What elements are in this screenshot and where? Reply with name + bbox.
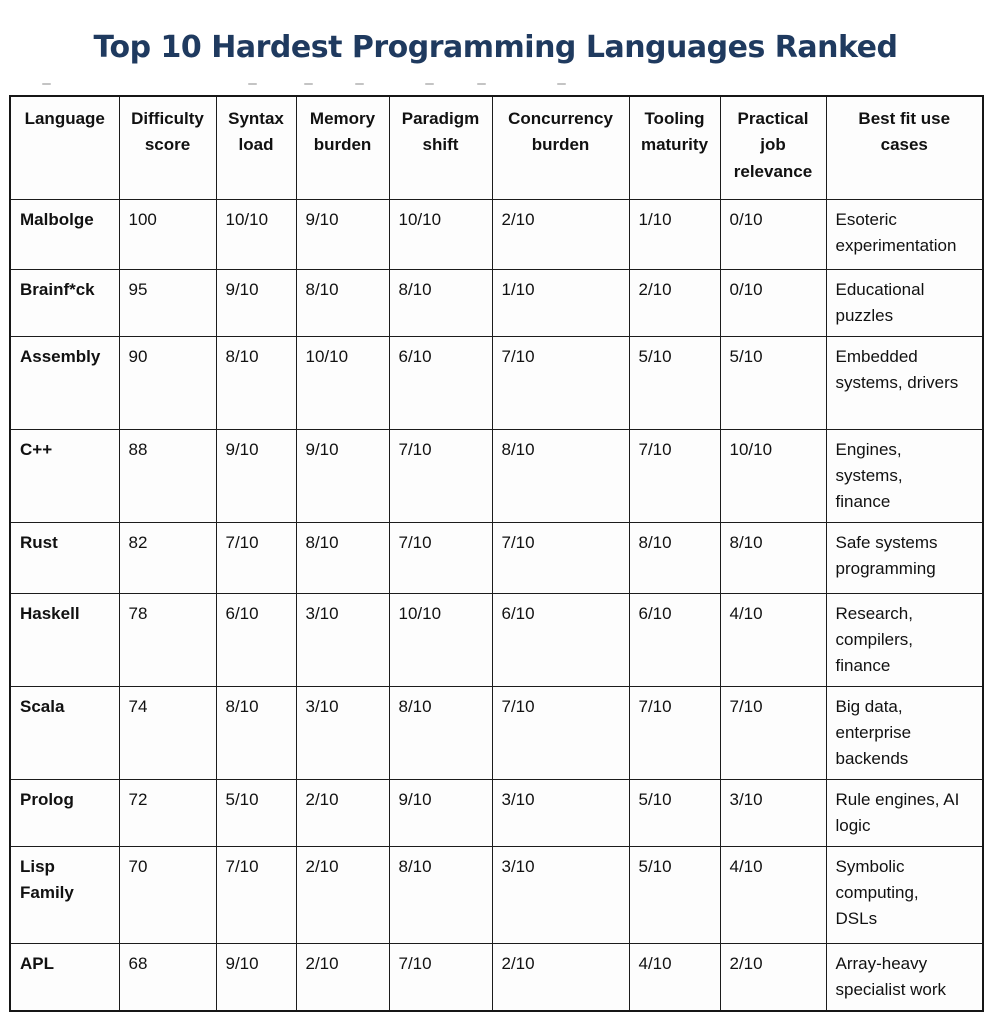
artifact-dash: [557, 83, 566, 85]
cell-paradigm: 9/10: [389, 779, 492, 846]
column-header-difficulty: Difficulty score: [119, 96, 216, 199]
table-row-brainfck: [10, 269, 983, 336]
cell-syntax: 8/10: [216, 686, 296, 779]
cell-tooling: 5/10: [629, 846, 720, 943]
column-header-concurrency: Concurrency burden: [492, 96, 629, 199]
cell-language: C++: [10, 429, 119, 522]
cell-tooling: 6/10: [629, 593, 720, 686]
cell-job: 5/10: [720, 336, 826, 429]
cell-concurrency: 1/10: [492, 269, 629, 336]
cell-tooling: 7/10: [629, 686, 720, 779]
table-row-lisp-family: [10, 846, 983, 943]
cell-concurrency: 2/10: [492, 199, 629, 269]
cell-concurrency: 3/10: [492, 846, 629, 943]
cell-tooling: 8/10: [629, 522, 720, 593]
cell-memory: 9/10: [296, 199, 389, 269]
cell-job: 4/10: [720, 846, 826, 943]
cell-use-cases: Educational puzzles: [826, 269, 983, 336]
cell-job: 10/10: [720, 429, 826, 522]
artifact-dash: [355, 83, 364, 85]
cell-paradigm: 10/10: [389, 199, 492, 269]
cell-memory: 3/10: [296, 686, 389, 779]
cell-use-cases: Safe systems programming: [826, 522, 983, 593]
cell-paradigm: 6/10: [389, 336, 492, 429]
cell-syntax: 7/10: [216, 846, 296, 943]
cell-concurrency: 7/10: [492, 522, 629, 593]
cell-tooling: 5/10: [629, 336, 720, 429]
cell-memory: 2/10: [296, 779, 389, 846]
cell-job: 0/10: [720, 269, 826, 336]
cell-job: 7/10: [720, 686, 826, 779]
cell-use-cases: Engines, systems, finance: [826, 429, 983, 522]
table-header: [10, 96, 983, 199]
cell-difficulty: 74: [119, 686, 216, 779]
cell-language: Assembly: [10, 336, 119, 429]
cell-paradigm: 7/10: [389, 943, 492, 1011]
cell-difficulty: 78: [119, 593, 216, 686]
table-body: [10, 199, 983, 1011]
cell-tooling: 1/10: [629, 199, 720, 269]
table-row-prolog: [10, 779, 983, 846]
languages-ranking-table: [9, 95, 984, 1012]
cell-use-cases: Array-heavy specialist work: [826, 943, 983, 1011]
cell-syntax: 9/10: [216, 269, 296, 336]
artifact-dash: [248, 83, 257, 85]
table-row-malbolge: [10, 199, 983, 269]
cell-language: Lisp Family: [10, 846, 119, 943]
column-header-memory: Memory burden: [296, 96, 389, 199]
table-row-haskell: [10, 593, 983, 686]
cell-syntax: 5/10: [216, 779, 296, 846]
cell-concurrency: 2/10: [492, 943, 629, 1011]
cell-paradigm: 7/10: [389, 522, 492, 593]
cell-difficulty: 70: [119, 846, 216, 943]
column-header-language: Language: [10, 96, 119, 199]
table-row-cpp: [10, 429, 983, 522]
artifact-dash: [304, 83, 313, 85]
cell-tooling: 7/10: [629, 429, 720, 522]
table-row-assembly: [10, 336, 983, 429]
artifact-dash: [425, 83, 434, 85]
cell-syntax: 7/10: [216, 522, 296, 593]
cell-memory: 8/10: [296, 269, 389, 336]
cell-use-cases: Research, compilers, finance: [826, 593, 983, 686]
cell-paradigm: 8/10: [389, 846, 492, 943]
artifact-dash: [42, 83, 51, 85]
cell-language: Scala: [10, 686, 119, 779]
cell-syntax: 6/10: [216, 593, 296, 686]
table-row-rust: [10, 522, 983, 593]
cell-tooling: 2/10: [629, 269, 720, 336]
cell-use-cases: Embedded systems, drivers: [826, 336, 983, 429]
cell-job: 4/10: [720, 593, 826, 686]
cell-language: Rust: [10, 522, 119, 593]
cell-difficulty: 82: [119, 522, 216, 593]
cell-job: 0/10: [720, 199, 826, 269]
column-header-tooling: Tooling maturity: [629, 96, 720, 199]
cell-concurrency: 7/10: [492, 686, 629, 779]
cell-difficulty: 100: [119, 199, 216, 269]
cell-concurrency: 6/10: [492, 593, 629, 686]
column-header-paradigm: Paradigm shift: [389, 96, 492, 199]
cell-concurrency: 3/10: [492, 779, 629, 846]
cell-use-cases: Rule engines, AI logic: [826, 779, 983, 846]
header-row: [10, 96, 983, 199]
artifact-dash: [477, 83, 486, 85]
cell-syntax: 9/10: [216, 943, 296, 1011]
cell-concurrency: 8/10: [492, 429, 629, 522]
cell-memory: 3/10: [296, 593, 389, 686]
table-row-scala: [10, 686, 983, 779]
cell-tooling: 5/10: [629, 779, 720, 846]
cell-paradigm: 7/10: [389, 429, 492, 522]
cell-use-cases: Esoteric experimentation: [826, 199, 983, 269]
cell-difficulty: 90: [119, 336, 216, 429]
cell-difficulty: 68: [119, 943, 216, 1011]
column-header-job: Practical job relevance: [720, 96, 826, 199]
cell-language: APL: [10, 943, 119, 1011]
cell-syntax: 9/10: [216, 429, 296, 522]
cell-paradigm: 8/10: [389, 269, 492, 336]
page-title: Top 10 Hardest Programming Languages Ranked: [93, 30, 898, 65]
cell-use-cases: Symbolic computing, DSLs: [826, 846, 983, 943]
cell-difficulty: 72: [119, 779, 216, 846]
cell-memory: 8/10: [296, 522, 389, 593]
cell-language: Brainf*ck: [10, 269, 119, 336]
cell-syntax: 8/10: [216, 336, 296, 429]
cell-memory: 2/10: [296, 943, 389, 1011]
cell-memory: 10/10: [296, 336, 389, 429]
cell-use-cases: Big data, enterprise backends: [826, 686, 983, 779]
cell-paradigm: 10/10: [389, 593, 492, 686]
column-header-syntax: Syntax load: [216, 96, 296, 199]
cell-language: Haskell: [10, 593, 119, 686]
cell-job: 8/10: [720, 522, 826, 593]
cell-difficulty: 88: [119, 429, 216, 522]
cell-job: 3/10: [720, 779, 826, 846]
cell-language: Malbolge: [10, 199, 119, 269]
cell-job: 2/10: [720, 943, 826, 1011]
cell-language: Prolog: [10, 779, 119, 846]
cell-difficulty: 95: [119, 269, 216, 336]
cell-concurrency: 7/10: [492, 336, 629, 429]
artifact-dashes: [0, 83, 991, 87]
cell-memory: 9/10: [296, 429, 389, 522]
table-row-apl: [10, 943, 983, 1011]
cell-tooling: 4/10: [629, 943, 720, 1011]
column-header-use-cases: Best fit use cases: [826, 96, 983, 199]
cell-memory: 2/10: [296, 846, 389, 943]
cell-syntax: 10/10: [216, 199, 296, 269]
cell-paradigm: 8/10: [389, 686, 492, 779]
